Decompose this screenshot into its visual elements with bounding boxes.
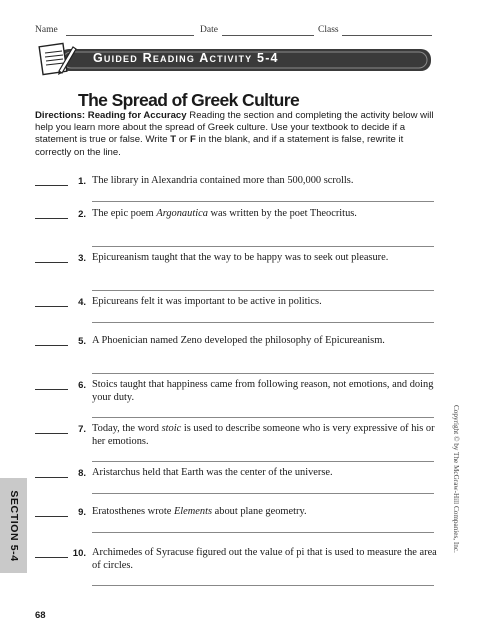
- date-field-line[interactable]: [222, 35, 314, 36]
- statement-text: [92, 506, 437, 519]
- statement-part: Stoics taught that happiness came from following reason, not emotions, and doing your duty.: [92, 379, 434, 403]
- section-tab: [0, 478, 27, 573]
- answer-blank[interactable]: [35, 185, 68, 186]
- statement-part: is used to describe someone who is very expressive of his or her emotions.: [92, 423, 435, 447]
- statement-text: [92, 547, 437, 572]
- item-number: 1.: [78, 176, 86, 187]
- copyright-text: Copyright © by The McGraw-Hill Companies, Inc.: [452, 405, 460, 553]
- statement-part: Today, the word: [92, 423, 162, 434]
- item-number: 5.: [78, 336, 86, 347]
- statement-italic: Argonautica: [156, 208, 208, 219]
- rewrite-line[interactable]: [92, 373, 434, 374]
- true-marker: T: [170, 134, 177, 146]
- statement-text: [92, 335, 437, 348]
- rewrite-line[interactable]: [92, 322, 434, 323]
- section-tab-label: SECTION 5-4: [7, 489, 20, 562]
- statement-text: [92, 175, 437, 188]
- rewrite-line[interactable]: [92, 201, 434, 202]
- answer-blank[interactable]: [35, 477, 68, 478]
- statement-text: [92, 296, 437, 309]
- item-number: 10.: [72, 548, 86, 559]
- statement-part: The library in Alexandria contained more than 500,000 scrolls.: [92, 175, 354, 186]
- answer-blank[interactable]: [35, 345, 68, 346]
- statement-part: Epicureans felt it was important to be active in politics.: [92, 296, 322, 307]
- statement-italic: Elements: [173, 506, 213, 517]
- directions-text: or: [176, 134, 190, 146]
- answer-blank[interactable]: [35, 389, 68, 390]
- statement-part: Epicureanism taught that the way to be happy was to seek out pleasure.: [92, 252, 389, 263]
- item-number: 7.: [78, 424, 86, 435]
- answer-blank[interactable]: [35, 557, 68, 558]
- statement-part: A Phoenician named Zeno developed the philosophy of Epicureanism.: [92, 335, 385, 346]
- statement-text: [92, 467, 437, 480]
- statement-part: Aristarchus held that Earth was the center of the universe.: [92, 467, 333, 478]
- rewrite-line[interactable]: [92, 532, 434, 533]
- rewrite-line[interactable]: [92, 246, 434, 247]
- statement-text: [92, 423, 437, 448]
- activity-banner: [35, 45, 432, 73]
- rewrite-line[interactable]: [92, 417, 434, 418]
- directions: [35, 110, 440, 159]
- item-number: 9.: [78, 507, 86, 518]
- statement-part: The epic poem: [92, 208, 157, 219]
- name-field-line[interactable]: [66, 35, 194, 36]
- directions-text: Reading the section and completing the activity below will help you learn more about the spread of Greek culture. Use your textbook to decide if a statement is true or false. Write: [35, 110, 434, 146]
- statement-part: was written by the poet Theocritus.: [207, 208, 357, 219]
- rewrite-line[interactable]: [92, 493, 434, 494]
- rewrite-line[interactable]: [92, 461, 434, 462]
- item-number: 4.: [78, 297, 86, 308]
- item-number: 6.: [78, 380, 86, 391]
- statement-text: [92, 379, 437, 404]
- answer-blank[interactable]: [35, 433, 68, 434]
- class-label: Class: [318, 25, 339, 35]
- rewrite-line[interactable]: [92, 290, 434, 291]
- page-title: The Spread of Greek Culture: [78, 90, 300, 110]
- statement-text: [92, 252, 437, 265]
- notepad-pencil-icon: [37, 41, 77, 77]
- statement-part: Archimedes of Syracuse figured out the value of pi that is used to measure the area of circles.: [92, 547, 437, 571]
- answer-blank[interactable]: [35, 306, 68, 307]
- answer-blank[interactable]: [35, 218, 68, 219]
- answer-blank[interactable]: [35, 516, 68, 517]
- answer-blank[interactable]: [35, 262, 68, 263]
- false-marker: F: [190, 134, 196, 146]
- directions-lead: Directions: Reading for Accuracy: [35, 110, 187, 121]
- item-number: 2.: [78, 209, 86, 220]
- statement-part: Eratosthenes wrote: [92, 506, 174, 517]
- date-label: Date: [200, 25, 218, 35]
- item-number: 3.: [78, 253, 86, 264]
- banner-title: Guided Reading Activity 5-4: [93, 51, 279, 65]
- statement-text: [92, 208, 437, 221]
- statement-italic: stoic: [161, 423, 182, 434]
- page-number: 68: [35, 610, 46, 621]
- statement-part: about plane geometry.: [212, 506, 307, 517]
- item-number: 8.: [78, 468, 86, 479]
- name-label: Name: [35, 25, 58, 35]
- copyright-notice: [449, 405, 463, 635]
- directions-text: in the blank, and if a statement is false, rewrite it correctly on the line.: [35, 134, 404, 158]
- class-field-line[interactable]: [342, 35, 432, 36]
- rewrite-line[interactable]: [92, 585, 434, 586]
